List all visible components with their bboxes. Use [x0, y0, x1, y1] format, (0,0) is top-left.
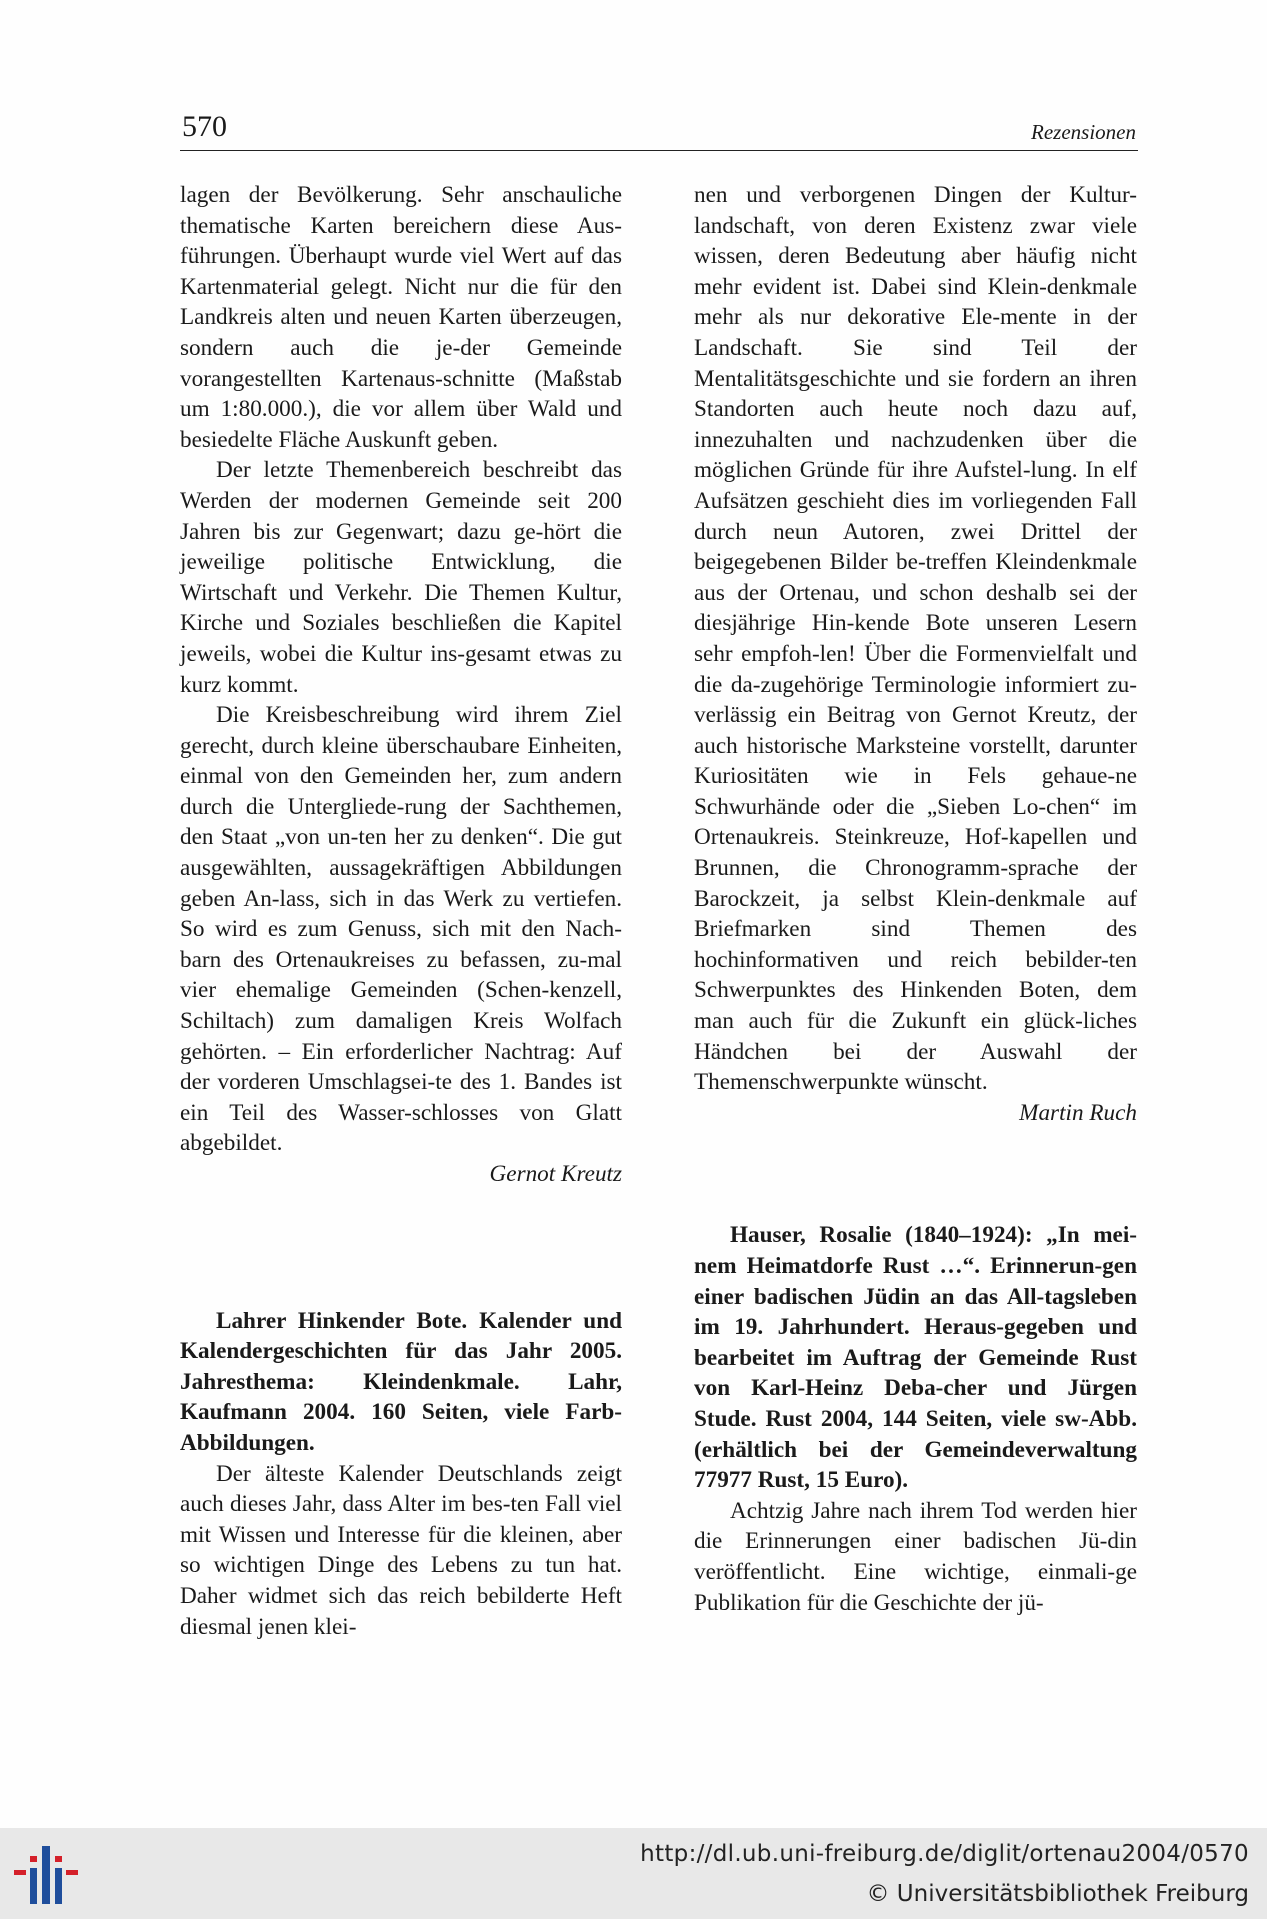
- page-number: 570: [182, 110, 227, 143]
- paragraph: lagen der Bevölkerung. Sehr anschauliche thematische Karten bereichern diese Aus-führungen. Überhaupt wurde viel Wert auf das Kartenmaterial gelegt. Nicht nur die für den Landkreis alten und neuen Karten überzeugen, sondern auch die je-der Gemeinde vorangestellten Kartenaus-schnitte (Maßstab um 1:80.000.), die vor allem über Wald und besiedelte Fläche Auskunft geben.: [180, 182, 622, 453]
- source-url-link[interactable]: http://dl.ub.uni-freiburg.de/diglit/ortenau2004/0570: [640, 1841, 1249, 1867]
- running-head: Rezensionen: [1031, 120, 1136, 144]
- review-title: Lahrer Hinkender Bote. Kalender und Kalendergeschichten für das Jahr 2005. Jahresthema: Kleindenkmale. Lahr, Kaufmann 2004. 160 Seiten, viele Farb-Abbildungen.: [180, 1307, 622, 1456]
- review-signature: Martin Ruch: [1019, 1099, 1137, 1126]
- paragraph: nen und verborgenen Dingen der Kultur-landschaft, von deren Existenz zwar viele wissen, deren Bedeutung aber häufig nicht mehr evident ist. Dabei sind Klein-denkmale mehr als nur dekorative Ele-mente in der Landschaft. Sie sind Teil der Mentalitätsgeschichte und sie fordern an ihren Standorten auch heute noch dazu auf, innezuhalten und nachzudenken über die möglichen Gründe für ihre Aufstel-lung. In elf Aufsätzen geschieht dies im vorliegenden Fall durch neun Autoren, zwei Drittel der beigegebenen Bilder be-treffen Kleindenkmale aus der Ortenau, und schon deshalb sei der diesjährige Hin-kende Bote unseren Lesern sehr empfoh-len! Über die Formenvielfalt und die da-zugehörige Terminologie informiert zu-verlässig ein Beitrag von Gernot Kreutz, der auch historische Marksteine vorstellt, darunter Kuriositäten wie in Fels gehaue-ne Schwurhände oder die „Sieben Lo-chen“ im Ortenaukreis. Steinkreuze, Hof-kapellen und Brunnen, die Chronogramm-sprache der Barockzeit, ja selbst Klein-denkmale auf Briefmarken sind Themen des hochinformativen und reich bebilder-ten Schwerpunktes des Hinkenden Boten, dem man auch für die Zukunft ein glück-liches Händchen bei der Auswahl der Themenschwerpunkte wünscht.: [694, 182, 1137, 1096]
- left-column: [180, 180, 622, 1642]
- section-spacer: [694, 1128, 1137, 1220]
- paragraph: Der älteste Kalender Deutschlands zeigt auch dieses Jahr, dass Alter im bes-ten Fall viel mit Wissen und Interesse für die kleinen, aber so wichtigen Dinge des Lebens zu tun hat. Daher widmet sich das reich bebilderte Heft diesmal jenen klei-: [180, 1460, 622, 1640]
- page-header: [180, 106, 1138, 151]
- paragraph: Die Kreisbeschreibung wird ihrem Ziel gerecht, durch kleine überschaubare Einheiten, einmal von den Gemeinden her, zum andern durch die Untergliede-rung der Sachthemen, den Staat „von un-ten her zu denken“. Die gut ausgewählten, aussagekräftigen Abbildungen geben An-lass, sich in das Werk zu vertiefen. So wird es zum Genuss, sich mit den Nach-barn des Ortenaukreises zu befassen, zu-mal vier ehemalige Gemeinden (Schen-kenzell, Schiltach) zum damaligen Kreis Wolfach gehörten. – Ein erforderlicher Nachtrag: Auf der vorderen Umschlagsei-te des 1. Bandes ist ein Teil des Wasser-schlosses von Glatt abgebildet.: [180, 702, 622, 1157]
- section-spacer: [180, 1190, 622, 1306]
- paragraph: Der letzte Themenbereich beschreibt das Werden der modernen Gemeinde seit 200 Jahren bis zur Gegenwart; dazu ge-hört die jeweilige politische Entwicklung, die Wirtschaft und Verkehr. Die Themen Kultur, Kirche und Soziales beschließen die Kapitel jeweils, wobei die Kultur ins-gesamt etwas zu kurz kommt.: [180, 457, 622, 698]
- ub-freiburg-logo-icon: [14, 1846, 78, 1904]
- right-column: [694, 180, 1137, 1618]
- paragraph: Achtzig Jahre nach ihrem Tod werden hier die Erinnerungen einer badischen Jü-din veröffentlicht. Eine wichtige, einmali-ge Publikation für die Geschichte der jü-: [694, 1497, 1137, 1616]
- review-title: Hauser, Rosalie (1840–1924): „In mei-nem Heimatdorfe Rust …“. Erinnerun-gen einer badischen Jüdin an das All-tagsleben im 19. Jahrhundert. Heraus-gegeben und bearbeitet im Auftrag der Gemeinde Rust von Karl-Heinz Deba-cher und Jürgen Stude. Rust 2004, 144 Seiten, viele sw-Abb. (erhältlich bei der Gemeindeverwaltung 77977 Rust, 15 Euro).: [694, 1222, 1137, 1494]
- copyright-notice: © Universitätsbibliothek Freiburg: [866, 1881, 1249, 1907]
- review-signature: Gernot Kreutz: [489, 1161, 622, 1187]
- footer-bar: [0, 1828, 1267, 1919]
